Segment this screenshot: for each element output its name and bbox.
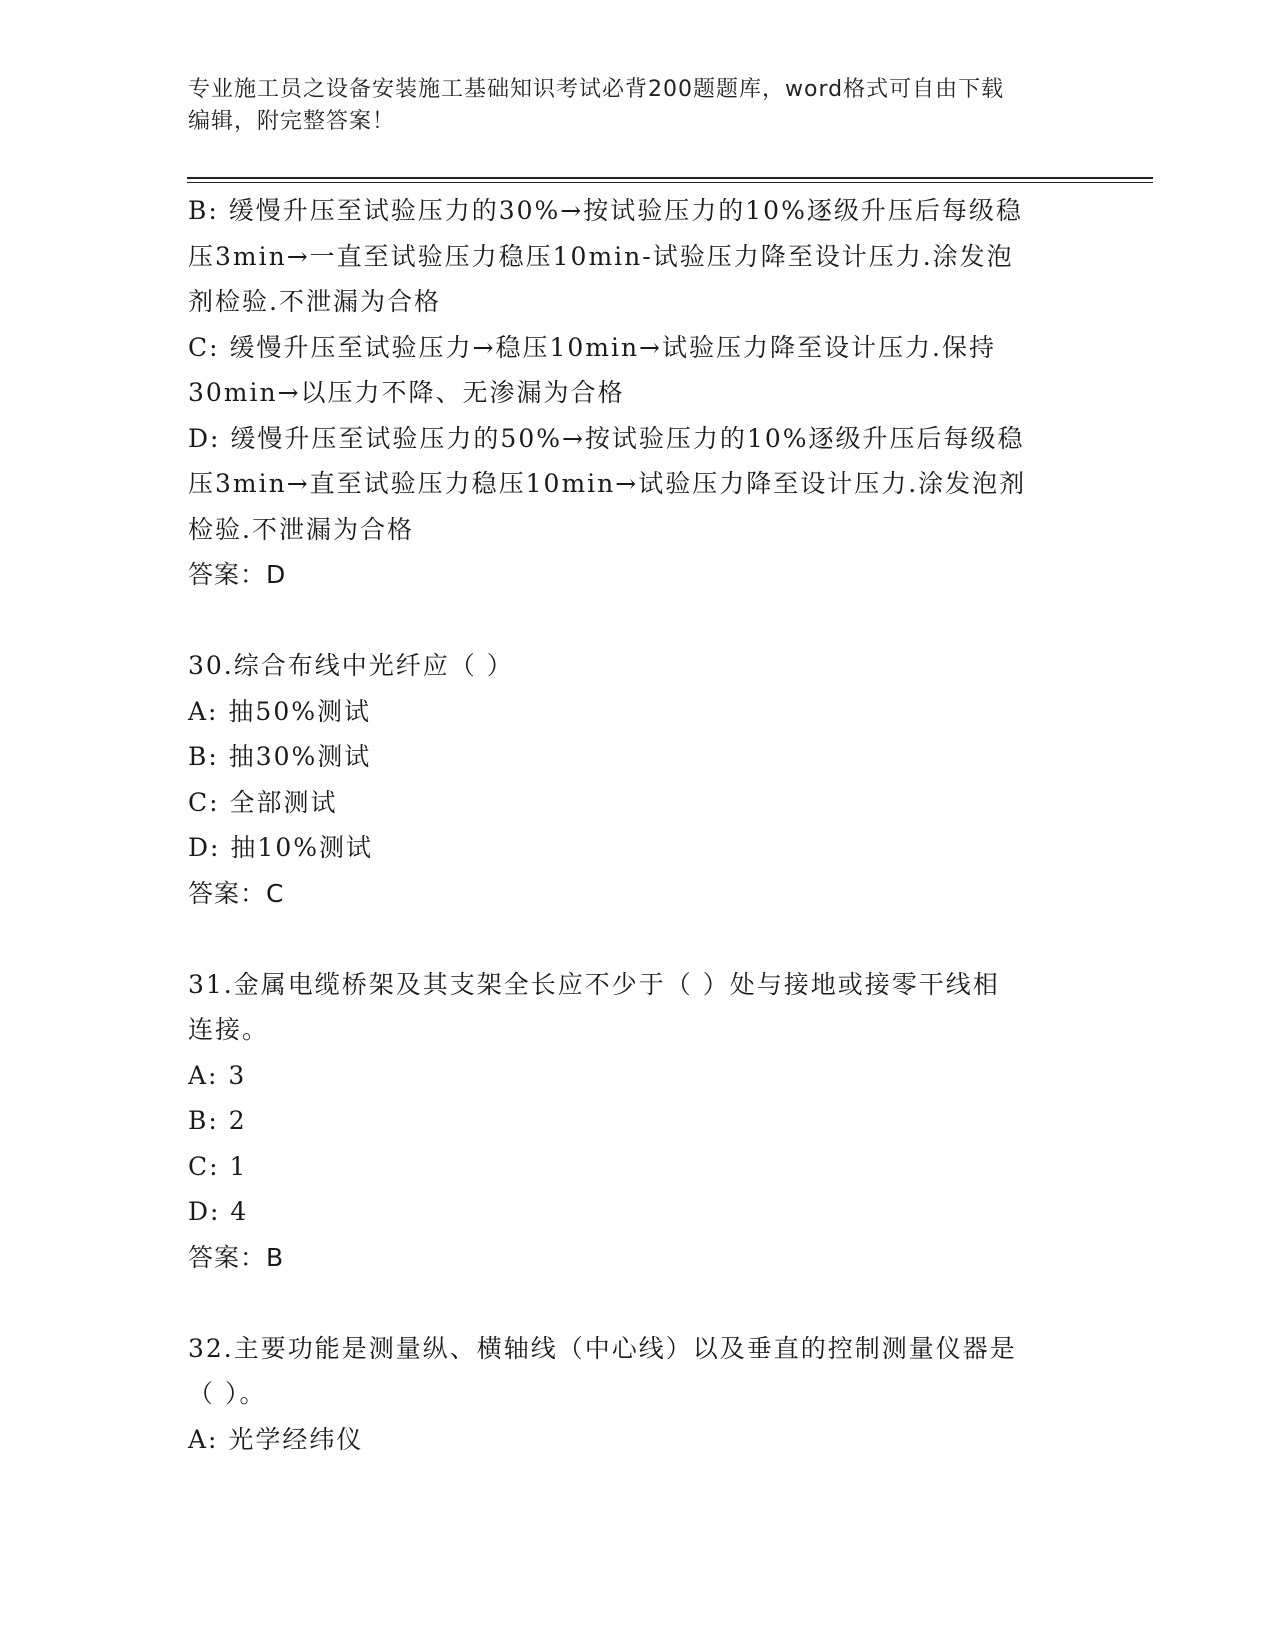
header-title-line-1: 专业施工员之设备安装施工基础知识考试必背200题题库，word格式可自由下载 [188, 77, 1005, 102]
question-31 [188, 962, 1088, 1281]
answer-31: 答案：B [188, 1242, 285, 1272]
question-30 [188, 643, 1088, 916]
option-b: B: 2 [188, 1106, 247, 1135]
question-32 [188, 1326, 1088, 1463]
question-29-options [188, 188, 1088, 598]
header-divider-thick [187, 177, 1153, 179]
question-text: 32.主要功能是测量纵、横轴线（中心线）以及垂直的控制测量仪器是 [188, 1333, 1017, 1363]
answer-30: 答案：C [188, 878, 285, 908]
answer-29: 答案：D [188, 560, 287, 589]
question-text: 31.金属电缆桥架及其支架全长应不少于（ ）处与接地或接零干线相 [188, 969, 1000, 999]
option-d-line: 检验.不泄漏为合格 [188, 514, 414, 544]
document-header [188, 74, 1088, 138]
option-a: A: 光学经纬仪 [188, 1424, 364, 1454]
option-c: C: 全部测试 [188, 787, 338, 817]
question-text: 30.综合布线中光纤应（ ） [188, 651, 514, 680]
header-divider-thin [187, 182, 1153, 183]
question-text: 连接。 [188, 1015, 270, 1044]
option-a: A: 抽50%测试 [188, 696, 371, 726]
spacer [188, 916, 1088, 962]
option-a: A: 3 [188, 1060, 247, 1090]
option-b-line: B: 缓慢升压至试验压力的30%→按试验压力的10%逐级升压后每级稳 [188, 196, 1023, 225]
spacer [188, 598, 1088, 644]
option-d-line: 压3min→直至试验压力稳压10min→试验压力降至设计压力.涂发泡剂 [188, 469, 1027, 498]
option-c-line: C: 缓慢升压至试验压力→稳压10min→试验压力降至设计压力.保持 [188, 332, 996, 362]
question-list [188, 188, 1088, 1462]
option-d: D: 抽10%测试 [188, 833, 373, 862]
option-d: D: 4 [188, 1197, 249, 1226]
option-d-line: D: 缓慢升压至试验压力的50%→按试验压力的10%逐级升压后每级稳 [188, 423, 1025, 453]
header-title-line-2: 编辑，附完整答案！ [188, 109, 396, 134]
option-b-line: 压3min→一直至试验压力稳压10min-试验压力降至设计压力.涂发泡 [188, 241, 1014, 271]
option-c-line: 30min→以压力不降、无渗漏为合格 [188, 378, 625, 407]
option-b-line: 剂检验.不泄漏为合格 [188, 287, 441, 316]
option-b: B: 抽30%测试 [188, 742, 372, 771]
spacer [188, 1280, 1088, 1326]
option-c: C: 1 [188, 1151, 248, 1181]
question-text: （ ）。 [188, 1379, 267, 1408]
